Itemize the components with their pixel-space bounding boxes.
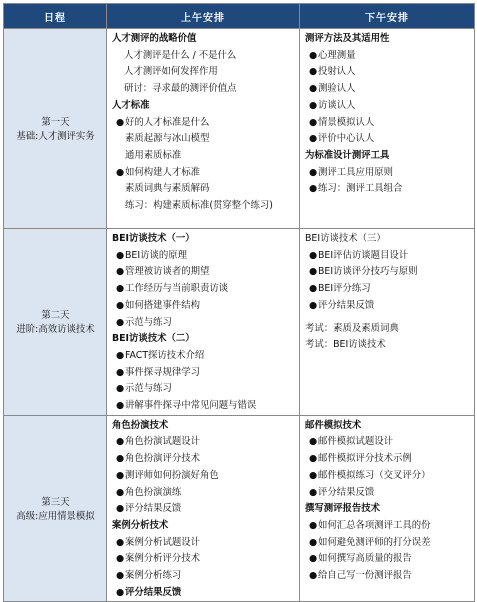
bullet-text: 示范与练习 [125, 383, 172, 395]
bullet-icon: ● [309, 99, 318, 111]
day-row [4, 29, 475, 229]
bullet-text: 测评师如何扮演好角色 [125, 469, 219, 481]
bullet-item [112, 248, 295, 265]
bullet-text: 给自己写一份测评报告 [318, 570, 412, 582]
bullet-item [305, 518, 470, 535]
bullet-text: 邮件模拟试题设计 [318, 436, 394, 448]
bullet-icon: ● [116, 436, 125, 448]
section-heading: 人才测评的战略价值 [112, 33, 197, 44]
bullet-icon: ● [116, 536, 125, 548]
bullet-item [305, 248, 470, 265]
bullet-icon: ● [116, 116, 125, 128]
bullet-text: 评分结果反馈 [318, 299, 375, 311]
afternoon-cell [300, 29, 475, 229]
section-heading: 案例分析技术 [112, 519, 169, 531]
bullet-item [112, 115, 295, 132]
bullet-text: 角色扮演评分技术 [125, 453, 201, 465]
section-heading: 撰写测评报告技术 [305, 503, 381, 515]
bullet-text: 讲解事件探寻中常见问题与错误 [125, 400, 257, 412]
header-morning: 上午安排 [107, 4, 300, 29]
bullet-icon: ● [116, 266, 125, 278]
bullet-text: 如何构建人才标准 [125, 166, 201, 178]
bullet-item [112, 535, 295, 552]
section-heading: 为标准设计测评工具 [305, 149, 390, 161]
bullet-text: 案例分析练习 [125, 570, 182, 582]
bullet-text: 评分结果反馈 [125, 586, 182, 598]
bullet-icon: ● [309, 536, 318, 548]
bullet-text: FACT探访技术介绍 [125, 349, 205, 361]
section-heading: 人才标准 [112, 99, 150, 111]
bullet-icon: ● [309, 469, 318, 481]
bullet-icon: ● [116, 400, 125, 412]
bullet-text: 情景模拟认人 [318, 116, 375, 128]
section-heading: 邮件模拟技术 [305, 419, 362, 431]
bullet-text: 投射认人 [318, 66, 356, 78]
bullet-icon: ● [309, 299, 318, 311]
bullet-item [112, 585, 295, 602]
schedule-table [3, 3, 475, 602]
bullet-item [112, 485, 295, 502]
bullet-item [305, 468, 470, 485]
indented-item: 研讨：寻求最的测评价值点 [124, 83, 237, 95]
morning-cell [107, 415, 300, 602]
bullet-item [112, 165, 295, 182]
bullet-text: 心理测量 [318, 49, 356, 61]
bullet-icon: ● [309, 553, 318, 565]
bullet-item [112, 348, 295, 365]
bullet-icon: ● [116, 486, 125, 498]
section-heading: BEI访谈技术（一） [112, 233, 195, 244]
bullet-icon: ● [116, 469, 125, 481]
bullet-text: 案例分析试题设计 [125, 536, 201, 548]
morning-cell [107, 229, 300, 416]
indented-item: 人才测评如何发挥作用 [124, 66, 218, 78]
bullet-icon: ● [309, 116, 318, 128]
bullet-text: 管理被访谈者的期望 [125, 266, 210, 278]
bullet-text: 示范与练习 [125, 316, 172, 328]
bullet-item [112, 365, 295, 382]
bullet-item [305, 568, 470, 585]
bullet-item [305, 131, 470, 148]
bullet-icon: ● [309, 436, 318, 448]
bullet-item [305, 551, 470, 568]
bullet-icon: ● [309, 183, 318, 195]
bullet-icon: ● [116, 570, 125, 582]
bullet-item [112, 264, 295, 281]
bullet-icon: ● [116, 503, 125, 515]
bullet-icon: ● [309, 249, 318, 261]
header-day: 日程 [4, 4, 107, 29]
header-row [4, 4, 475, 29]
day-subtitle: 基础:人才测评实务 [16, 130, 95, 142]
plain-line: BEI访谈技术（三） [305, 233, 386, 244]
day-name: 第一天 [41, 116, 70, 128]
bullet-item [305, 298, 470, 315]
bullet-item [112, 451, 295, 468]
bullet-icon: ● [309, 519, 318, 531]
bullet-text: BEI访谈的原理 [125, 249, 187, 261]
header-afternoon: 下午安排 [300, 4, 475, 29]
bullet-icon: ● [116, 283, 125, 295]
bullet-icon: ● [116, 316, 125, 328]
bullet-text: 工作经历与当前职责访谈 [125, 283, 229, 295]
bullet-text: 案例分析评分技术 [125, 553, 201, 565]
bullet-item [305, 535, 470, 552]
section-heading: BEI访谈技术（二） [112, 333, 195, 345]
bullet-text: 测验认人 [318, 83, 356, 95]
bullet-icon: ● [309, 266, 318, 278]
bullet-text: 访谈认人 [318, 99, 356, 111]
bullet-text: 评价中心认人 [318, 133, 375, 145]
morning-cell [107, 29, 300, 229]
bullet-item [112, 468, 295, 485]
day-name: 第三天 [41, 496, 70, 508]
plain-line: 考试：BEI访谈技术 [305, 339, 386, 351]
bullet-icon: ● [309, 453, 318, 465]
bullet-icon: ● [116, 586, 125, 598]
bullet-item [305, 98, 470, 115]
day-cell [4, 29, 107, 229]
bullet-item [305, 181, 470, 198]
bullet-icon: ● [309, 83, 318, 95]
bullet-text: 评分结果反馈 [125, 503, 182, 515]
bullet-icon: ● [116, 383, 125, 395]
bullet-icon: ● [116, 553, 125, 565]
bullet-icon: ● [116, 299, 125, 311]
bullet-text: 测评工具应用原则 [318, 166, 394, 178]
day-cell [4, 415, 107, 602]
bullet-item [305, 64, 470, 81]
bullet-icon: ● [116, 453, 125, 465]
bullet-text: 评分结果反馈 [318, 486, 375, 498]
bullet-item [112, 298, 295, 315]
indented-item: 素质词典与素质解码 [125, 183, 210, 195]
bullet-text: 好的人才标准是什么 [125, 116, 210, 128]
indented-item: 练习：构建素质标准(贯穿整个练习) [125, 200, 273, 212]
day-subtitle: 进阶:高效访谈技术 [16, 323, 95, 335]
afternoon-cell [300, 415, 475, 602]
bullet-item [305, 281, 470, 298]
bullet-text: BEI访谈评分技巧与原则 [318, 266, 418, 278]
bullet-item [305, 115, 470, 132]
indented-item: 素质起源与冰山模型 [125, 133, 210, 145]
bullet-text: BEI评估访谈题目设计 [318, 249, 409, 261]
bullet-item [112, 381, 295, 398]
plain-line: 考试：素质及素质词典 [305, 322, 399, 334]
bullet-icon: ● [309, 166, 318, 178]
bullet-text: 邮件模拟评分技术示例 [318, 453, 412, 465]
bullet-item [112, 501, 295, 518]
bullet-icon: ● [116, 349, 125, 361]
bullet-icon: ● [309, 66, 318, 78]
day-name: 第二天 [41, 309, 70, 321]
indented-item: 人才测评是什么 / 不是什么 [124, 49, 237, 61]
bullet-icon: ● [116, 166, 125, 178]
bullet-text: 角色扮演演练 [125, 486, 182, 498]
bullet-icon: ● [309, 486, 318, 498]
day-row [4, 415, 475, 602]
day-cell [4, 229, 107, 416]
bullet-item [112, 434, 295, 451]
schedule-body [4, 29, 475, 602]
bullet-item [112, 398, 295, 415]
bullet-icon: ● [309, 283, 318, 295]
bullet-text: 如何避免测评师的打分误差 [318, 536, 431, 548]
bullet-text: 邮件模拟练习（交叉评分） [318, 469, 431, 481]
bullet-item [305, 165, 470, 182]
bullet-item [305, 485, 470, 502]
section-heading: 测评方法及其适用性 [305, 33, 390, 44]
bullet-text: 角色扮演试题设计 [125, 436, 201, 448]
bullet-text: 如何汇总各项测评工具的份 [318, 519, 431, 531]
bullet-text: 如何撰写高质量的报告 [318, 553, 412, 565]
bullet-icon: ● [309, 49, 318, 61]
bullet-item [305, 81, 470, 98]
bullet-text: 事件探寻规律学习 [125, 366, 201, 378]
bullet-icon: ● [309, 570, 318, 582]
bullet-text: 如何搭建事件结构 [125, 299, 201, 311]
bullet-item [305, 451, 470, 468]
bullet-item [305, 264, 470, 281]
section-heading: 角色扮演技术 [112, 419, 169, 431]
bullet-icon: ● [309, 133, 318, 145]
bullet-item [112, 568, 295, 585]
day-row [4, 229, 475, 416]
bullet-text: 练习：测评工具组合 [318, 183, 403, 195]
afternoon-cell [300, 229, 475, 416]
day-subtitle: 高级:应用情景模拟 [16, 510, 95, 522]
bullet-text: BEI评分练习 [318, 283, 371, 295]
bullet-item [305, 48, 470, 65]
bullet-icon: ● [116, 249, 125, 261]
bullet-item [305, 434, 470, 451]
bullet-item [112, 551, 295, 568]
bullet-item [112, 281, 295, 298]
bullet-item [112, 315, 295, 332]
indented-item: 通用素质标准 [125, 149, 182, 161]
bullet-icon: ● [116, 366, 125, 378]
